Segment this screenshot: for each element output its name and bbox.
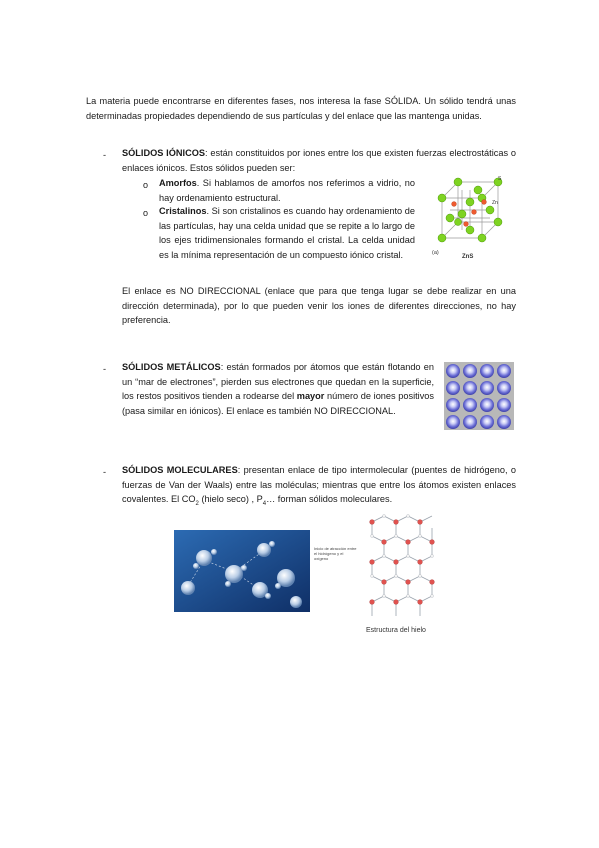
water-caption: Inicio de atracción entre el hidrógeno y el oxígeno (314, 546, 357, 561)
label-s: S (498, 176, 502, 182)
bullet-amorfos: o (143, 180, 149, 190)
intro-paragraph: La materia puede encontrarse en diferentes fases, nos interesa la fase SÓLIDA. Un sólido tendrá unas determinadas propiedades dependiendo de sus partículas y del enlace que las mantenga unidas. (86, 96, 516, 121)
amorfos-title: Amorfos (159, 178, 197, 188)
ionic-dash: - (103, 150, 107, 160)
molecular-title: SÓLIDOS MOLECULARES (122, 465, 238, 475)
molecular-sub-4: 4 (262, 500, 267, 507)
cristalinos-title: Cristalinos (159, 206, 207, 216)
metal-lattice-figure (444, 362, 514, 430)
metallic-paragraph (122, 360, 434, 418)
cristalinos-text: . Si son cristalinos es cuando hay ordenamiento de las partículas, hay una celda unidad que se repite a lo largo de los ejes tridimensionales formando el cristal. La celda unidad es la mínima representación de un compuesto iónico cristal. (159, 206, 415, 260)
amorfos-text: . Si hablamos de amorfos nos referimos a vidrio, no hay ordenamiento estructural. (159, 178, 415, 203)
zns-crystal-figure (428, 174, 520, 264)
molecular-sub-2: 2 (195, 500, 199, 507)
metallic-text-2: número de iones positivos (pasa similar en iónicos). El enlace es también NO DIRECCIONAL. (122, 391, 435, 416)
amorfos-paragraph (159, 176, 415, 205)
molecular-text-1: : presentan enlace de tipo intermolecular (puentes de hidrógeno, o fuerzas de Van der Waals) entre las moléculas; mientras que entre los átomos existen enlaces covalentes. El CO (122, 465, 516, 504)
water-molecules-figure (174, 530, 310, 612)
ice-structure-figure (366, 514, 442, 622)
molecular-dash: - (103, 467, 107, 477)
ice-caption: Estructura del hielo (366, 627, 426, 634)
molecular-paragraph (122, 463, 516, 511)
molecular-text-2: (hielo seco) , P (198, 494, 263, 504)
metallic-dash: - (103, 364, 107, 374)
label-zns: ZnS (462, 254, 474, 260)
metallic-title: SÓLIDOS METÁLICOS (122, 362, 221, 372)
enlace-paragraph: El enlace es NO DIRECCIONAL (enlace que para que tenga lugar se debe realizar en una dirección determinada), por lo que pueden venir los iones de diferentes direcciones, no hay preferencia. (122, 286, 516, 325)
metallic-mayor: mayor (296, 391, 325, 401)
cristalinos-paragraph (159, 204, 415, 262)
label-zn: Zn (492, 200, 498, 206)
ionic-paragraph (122, 146, 516, 175)
label-a: (a) (432, 250, 439, 256)
metallic-text-1: : están formados por átomos que están flotando en un “mar de electrones”, pierden sus electrones que quedan en la superficie, los restos positivos tienden a rodearse del (122, 362, 434, 401)
ionic-text: : están constituidos por iones entre los que existen fuerzas electrostáticas o enlaces iónicos. Estos sólidos pueden ser: (122, 148, 517, 173)
bullet-cristalinos: o (143, 208, 149, 218)
ionic-title: SÓLIDOS IÓNICOS (122, 148, 205, 158)
molecular-text-3: … forman sólidos moleculares. (266, 494, 393, 504)
